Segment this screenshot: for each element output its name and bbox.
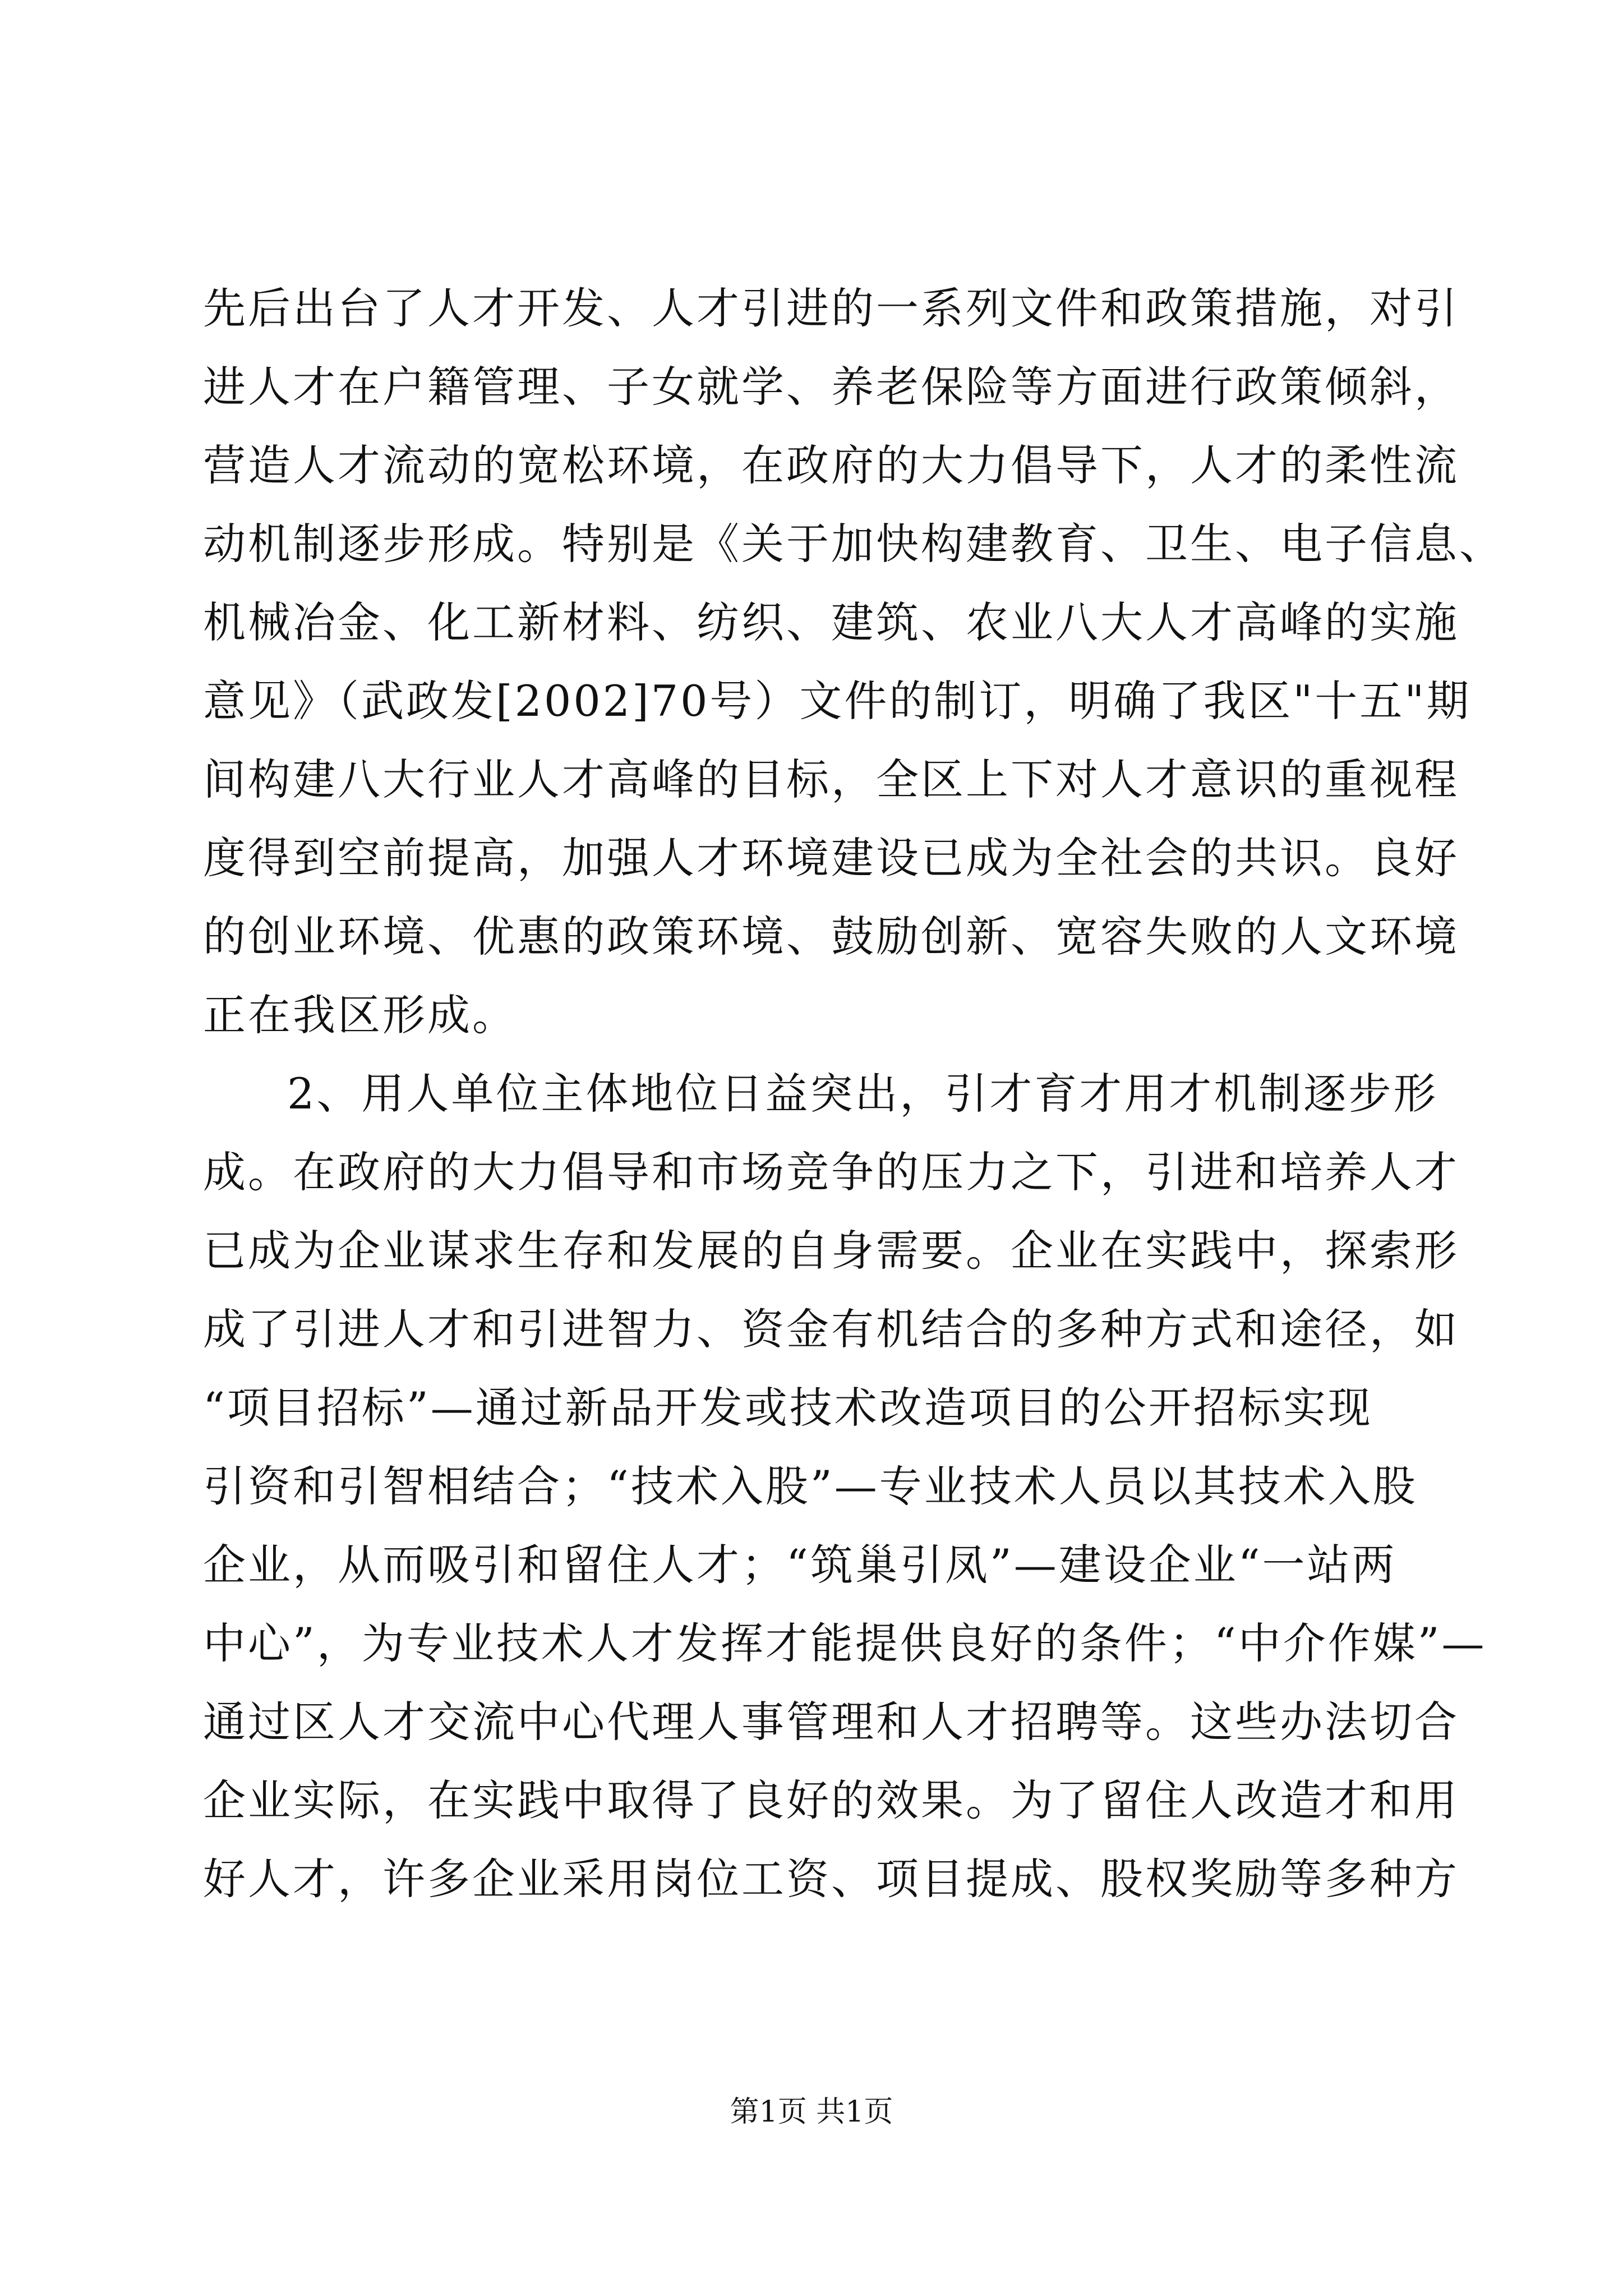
text-line: 成。在政府的大力倡导和市场竞争的压力之下，引进和培养人才 xyxy=(203,1147,1459,1197)
text-line: 机械冶金、化工新材料、纺织、建筑、农业八大人才高峰的实施 xyxy=(203,597,1459,647)
text-line: 通过区人才交流中心代理人事管理和人才招聘等。这些办法切合 xyxy=(203,1697,1459,1747)
text-line: 意见》（武政发[2002]70号）文件的制订，明确了我区"十五"期 xyxy=(203,676,1472,726)
text-line: 企业实际，在实践中取得了良好的效果。为了留住人改造才和用 xyxy=(203,1775,1459,1825)
text-line: 度得到空前提高，加强人才环境建设已成为全社会的共识。良好 xyxy=(203,833,1459,883)
text-line: 间构建八大行业人才高峰的目标，全区上下对人才意识的重视程 xyxy=(203,754,1459,804)
text-line: 企业，从而吸引和留住人才；“筑巢引凤”—建设企业“一站两 xyxy=(203,1540,1397,1590)
text-line: 正在我区形成。 xyxy=(203,990,517,1040)
text-line: 已成为企业谋求生存和发展的自身需要。企业在实践中，探索形 xyxy=(203,1226,1459,1276)
text-line: “项目招标”—通过新品开发或技术改造项目的公开招标实现 xyxy=(203,1383,1373,1433)
text-line: 营造人才流动的宽松环境，在政府的大力倡导下，人才的柔性流 xyxy=(203,440,1459,490)
text-line: 进人才在户籍管理、子女就学、养老保险等方面进行政策倾斜， xyxy=(203,362,1459,412)
text-line: 成了引进人才和引进智力、资金有机结合的多种方式和途径，如 xyxy=(203,1304,1459,1354)
text-line: 动机制逐步形成。特别是《关于加快构建教育、卫生、电子信息、 xyxy=(203,519,1504,569)
text-line: 先后出台了人才开发、人才引进的一系列文件和政策措施，对引 xyxy=(203,283,1459,333)
text-line: 引资和引智相结合；“技术入股”—专业技术人员以其技术入股 xyxy=(203,1461,1418,1511)
text-line: 中心”，为专业技术人才发挥才能提供良好的条件；“中介作媒”— xyxy=(203,1618,1487,1668)
text-line: 的创业环境、优惠的政策环境、鼓励创新、宽容失败的人文环境 xyxy=(203,912,1459,961)
text-line: 好人才，许多企业采用岗位工资、项目提成、股权奖励等多种方 xyxy=(203,1854,1459,1904)
page-footer: 第1页 共1页 xyxy=(730,2095,893,2129)
paragraph-start-line: 2、用人单位主体地位日益突出，引才育才用才机制逐步形 xyxy=(287,1069,1438,1119)
